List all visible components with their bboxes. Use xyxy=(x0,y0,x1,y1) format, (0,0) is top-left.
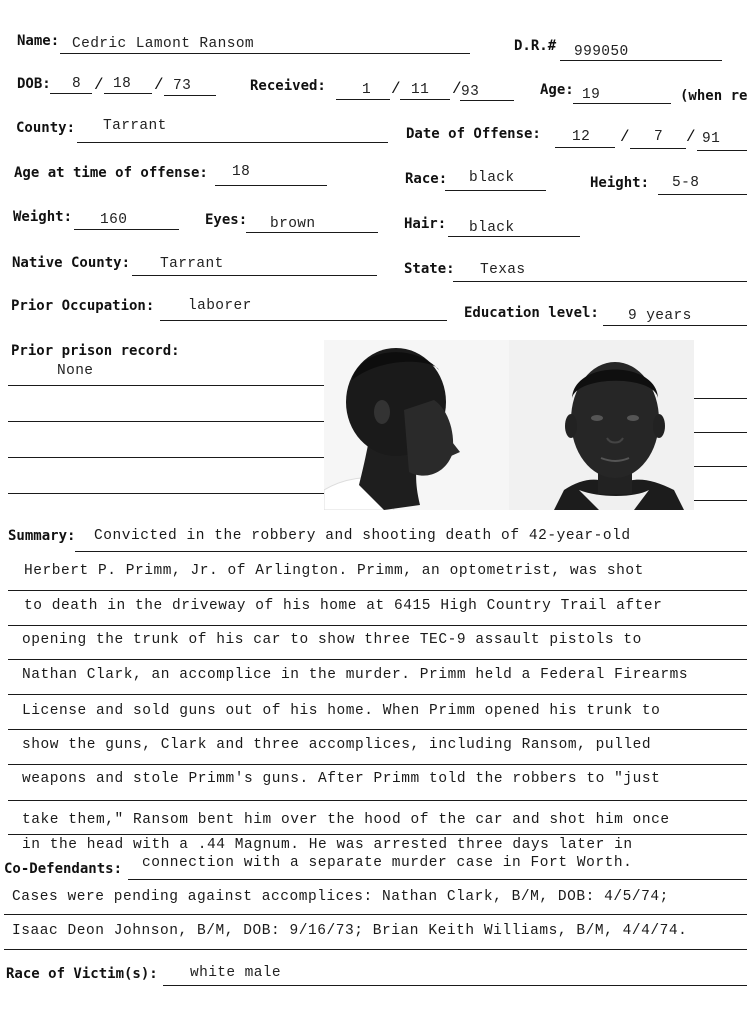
occupation-value: laborer xyxy=(188,298,252,314)
native-county-label: Native County: xyxy=(12,255,131,271)
offense-day: 7 xyxy=(654,129,664,145)
age-offense-value: 18 xyxy=(232,164,251,180)
summary-rule-3 xyxy=(8,625,747,626)
weight-line xyxy=(74,229,179,230)
hair-line xyxy=(448,236,580,237)
prison-label: Prior prison record: xyxy=(11,343,180,359)
age-value: 19 xyxy=(582,87,601,103)
offense-year-line xyxy=(697,150,747,151)
prison-line-1 xyxy=(8,385,324,386)
county-value: Tarrant xyxy=(103,118,167,134)
received-year: 93 xyxy=(461,84,480,100)
native-county-value: Tarrant xyxy=(160,256,224,272)
race-line xyxy=(445,190,546,191)
prison-line-4 xyxy=(8,493,324,494)
age-label: Age: xyxy=(540,82,574,98)
received-month-line xyxy=(336,99,390,100)
codefendants-label: Co-Defendants: xyxy=(4,861,123,877)
victim-line xyxy=(163,985,747,986)
summary-line: take them," Ransom bent him over the hood of the car and shot him once xyxy=(22,812,670,828)
offense-month: 12 xyxy=(572,129,591,145)
mugshot-photo xyxy=(324,340,694,510)
summary-line: opening the trunk of his car to show three TEC-9 assault pistols to xyxy=(22,632,642,648)
dr-label: D.R.# xyxy=(514,38,557,54)
summary-line: to death in the driveway of his home at 6415 High Country Trail after xyxy=(24,598,663,614)
race-label: Race: xyxy=(405,171,448,187)
summary-rule-6 xyxy=(8,729,747,730)
weight-label: Weight: xyxy=(13,209,73,225)
summary-rule-7 xyxy=(8,764,747,765)
received-day: 11 xyxy=(411,82,430,98)
summary-rule-8 xyxy=(8,800,747,801)
hair-value: black xyxy=(469,220,515,236)
eyes-line xyxy=(246,232,378,233)
victim-label: Race of Victim(s): xyxy=(6,966,158,982)
name-line xyxy=(60,53,470,54)
race-value: black xyxy=(469,170,515,186)
summary-label: Summary: xyxy=(8,528,76,544)
summary-rule-1 xyxy=(75,551,747,552)
received-year-line xyxy=(460,100,514,101)
education-line xyxy=(603,325,747,326)
county-line xyxy=(77,142,388,143)
summary-line: Convicted in the robbery and shooting death of 42-year-old xyxy=(94,528,631,544)
eyes-value: brown xyxy=(270,216,316,232)
prison-value: None xyxy=(57,363,94,379)
summary-rule-4 xyxy=(8,659,747,660)
dob-year-line xyxy=(164,95,216,96)
education-value: 9 years xyxy=(628,308,692,324)
summary-rule-2 xyxy=(8,590,747,591)
age-line xyxy=(573,103,671,104)
age-note: (when re xyxy=(680,88,747,104)
age-offense-line xyxy=(215,185,327,186)
prison-line-2 xyxy=(8,421,324,422)
prison-line-r2 xyxy=(694,432,747,433)
summary-line: weapons and stole Primm's guns. After Primm told the robbers to "just xyxy=(22,771,661,787)
summary-line: Nathan Clark, an accomplice in the murder. Primm held a Federal Firearms xyxy=(22,667,689,683)
occupation-label: Prior Occupation: xyxy=(11,298,155,314)
summary-line: show the guns, Clark and three accomplices, including Ransom, pulled xyxy=(22,737,652,753)
victim-race: white male xyxy=(190,965,282,981)
prison-line-3 xyxy=(8,457,324,458)
offense-year: 91 xyxy=(702,131,721,147)
offense-day-line xyxy=(630,148,686,149)
dob-day: 18 xyxy=(113,76,132,92)
summary-rule-9 xyxy=(8,834,747,835)
dob-year: 73 xyxy=(173,78,192,94)
height-value: 5-8 xyxy=(672,175,700,191)
codefendants-rule-3 xyxy=(4,949,747,950)
dob-month: 8 xyxy=(72,76,82,92)
dr-value: 999050 xyxy=(574,44,629,60)
summary-line: connection with a separate murder case in Fort Worth. xyxy=(142,855,633,871)
state-line xyxy=(453,281,747,282)
native-county-line xyxy=(132,275,377,276)
prison-line-r3 xyxy=(694,466,747,467)
offense-date-label: Date of Offense: xyxy=(406,126,541,142)
occupation-line xyxy=(160,320,447,321)
codefendants-rule-2 xyxy=(4,914,747,915)
state-value: Texas xyxy=(480,262,526,278)
education-label: Education level: xyxy=(464,305,599,321)
dob-label: DOB: xyxy=(17,76,51,92)
prison-line-r4 xyxy=(694,500,747,501)
codefendants-rule-1 xyxy=(128,879,747,880)
state-label: State: xyxy=(404,261,455,277)
dob-day-line xyxy=(104,93,152,94)
offense-month-line xyxy=(555,147,615,148)
summary-line: License and sold guns out of his home. When Primm opened his trunk to xyxy=(22,703,661,719)
height-line xyxy=(658,194,747,195)
prison-line-r1 xyxy=(694,398,747,399)
eyes-label: Eyes: xyxy=(205,212,248,228)
height-label: Height: xyxy=(590,175,650,191)
received-day-line xyxy=(400,99,450,100)
dob-month-line xyxy=(50,93,92,94)
codefendants-line: Cases were pending against accomplices: Nathan Clark, B/M, DOB: 4/5/74; xyxy=(12,889,669,905)
summary-rule-5 xyxy=(8,694,747,695)
name-label: Name: xyxy=(17,33,60,49)
codefendants-line: Isaac Deon Johnson, B/M, DOB: 9/16/73; Brian Keith Williams, B/M, 4/4/74. xyxy=(12,923,688,939)
age-offense-label: Age at time of offense: xyxy=(14,165,208,181)
received-month: 1 xyxy=(362,82,372,98)
summary-line: Herbert P. Primm, Jr. of Arlington. Primm, an optometrist, was shot xyxy=(24,563,644,579)
hair-label: Hair: xyxy=(404,216,447,232)
county-label: County: xyxy=(16,120,76,136)
weight-value: 160 xyxy=(100,212,128,228)
dr-line xyxy=(560,60,722,61)
mugshot-image xyxy=(324,340,694,510)
name-value: Cedric Lamont Ransom xyxy=(72,36,255,52)
received-label: Received: xyxy=(250,78,326,94)
summary-line: in the head with a .44 Magnum. He was arrested three days later in xyxy=(22,837,633,853)
